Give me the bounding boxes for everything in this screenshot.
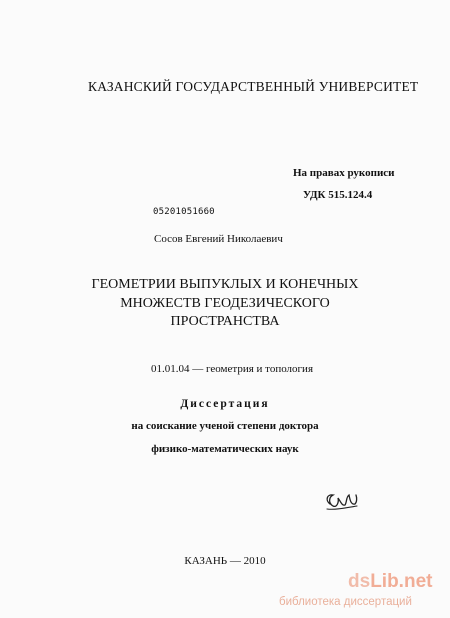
handwritten-signature — [321, 488, 363, 516]
logo-part: Lib.net — [370, 571, 433, 592]
dslib-logo[interactable] — [348, 571, 432, 593]
title-line: ГЕОМЕТРИИ ВЫПУКЛЫХ И КОНЕЧНЫХ — [91, 277, 359, 292]
city-year: КАЗАНЬ — 2010 — [184, 555, 266, 567]
title-line: ПРОСТРАНСТВА — [170, 314, 280, 329]
watermark-subtitle: библиотека диссертаций — [279, 596, 412, 608]
title-line: МНОЖЕСТВ ГЕОДЕЗИЧЕСКОГО — [120, 295, 330, 311]
thesis-label: Диссертация — [180, 398, 270, 410]
dissertation-title — [0, 276, 450, 332]
logo-part: ds — [348, 571, 371, 592]
rights-notice: На правах рукописи — [293, 167, 395, 179]
library-stamp-number: 05201051660 — [153, 207, 215, 217]
specialty-code: 01.01.04 — геометрия и топология — [151, 363, 314, 375]
degree-line: на соискание ученой степени доктора — [131, 420, 319, 432]
author-name: Сосов Евгений Николаевич — [154, 233, 283, 245]
udk-code: УДК 515.124.4 — [303, 189, 373, 201]
degree-line: физико-математических наук — [151, 443, 299, 455]
university-name: КАЗАНСКИЙ ГОСУДАРСТВЕННЫЙ УНИВЕРСИТЕТ — [88, 79, 419, 94]
